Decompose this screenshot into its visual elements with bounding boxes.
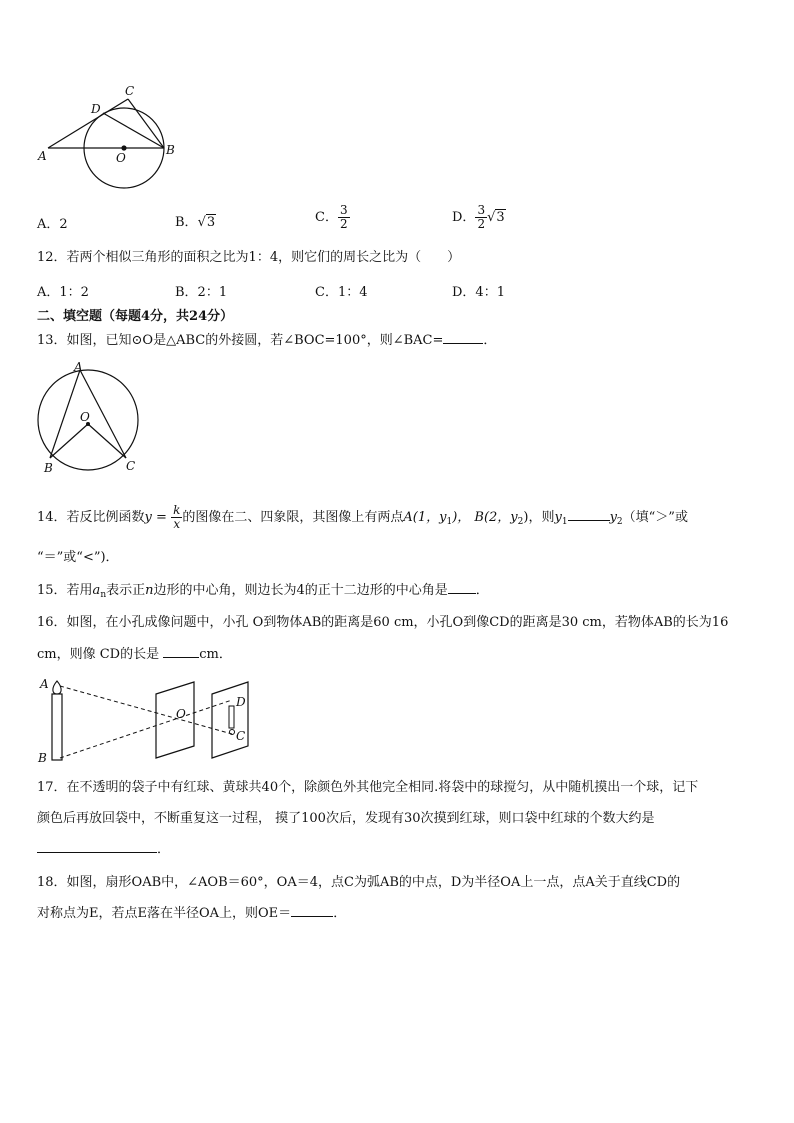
q11-option-d-num: 3 xyxy=(477,203,486,217)
q11-line-db xyxy=(103,113,164,148)
q16-label-d: D xyxy=(236,695,246,709)
q12-option-b: B．2：1 xyxy=(175,285,228,300)
q16-line2 xyxy=(37,645,232,665)
q13-answer-blank[interactable] xyxy=(443,331,483,344)
q15-end: ． xyxy=(475,583,489,598)
q18-line2-text: 对称点为E，若点E落在半径OA上，则OE＝ xyxy=(37,906,292,921)
q11-option-b-sqrt: √3 xyxy=(197,215,216,230)
q13-stem xyxy=(37,331,496,351)
q16-line2-start: cm，则像 CD的长是 xyxy=(37,647,164,662)
q13-label-b: B xyxy=(44,461,53,475)
q13-label-a: A xyxy=(74,360,83,374)
q13-stem-text: 13．如图，已知⊙O是△ABC的外接圆，若∠BOC=100°，则∠BAC= xyxy=(37,333,444,348)
q14-answer-blank[interactable] xyxy=(568,508,610,521)
q16-figure xyxy=(36,676,256,770)
q11-label-d: D xyxy=(91,102,101,116)
q17-line3 xyxy=(37,840,170,860)
q11-option-d-frac xyxy=(475,204,487,231)
q11-option-d-den: 2 xyxy=(477,217,486,231)
q11-option-d-radicand: 3 xyxy=(496,210,505,225)
q18-line1: 18．如图，扇形OAB中，∠AOB＝60°，OA＝4，点C为弧AB的中点，D为半径OA上一点，点A关于直线CD的 xyxy=(37,875,681,890)
q16-ray-top xyxy=(60,686,232,734)
q16-label-c: C xyxy=(236,729,246,743)
q16-ray-bottom xyxy=(60,700,232,758)
q16-image-candle xyxy=(229,706,234,728)
q16-line1: 16．如图，在小孔成像问题中，小孔 O到物体AB的距离是60 cm，小孔O到像CD的距离是30 cm，若物体AB的长为16 xyxy=(37,615,729,630)
q16-screen-image xyxy=(212,682,248,758)
q14-line2: “＝”或“<”)． xyxy=(37,550,119,565)
q11-figure xyxy=(36,82,186,190)
q16-candle xyxy=(52,694,62,760)
q14-point-a: A(1，y xyxy=(403,510,447,525)
q16-answer-blank[interactable] xyxy=(163,645,199,658)
q12-stem: 12．若两个相似三角形的面积之比为1：4，则它们的周长之比为（ ） xyxy=(37,250,461,265)
q11-option-c-label: C． xyxy=(315,210,338,225)
q14-frac xyxy=(171,504,182,531)
q14-y1-sub: 1 xyxy=(561,517,568,527)
q15-var-a-sub: n xyxy=(100,590,107,600)
q11-option-b-radicand: 3 xyxy=(206,215,216,230)
q16-line2-end: cm． xyxy=(199,647,232,662)
q11-label-a: A xyxy=(38,149,47,163)
q11-line-cb xyxy=(128,99,164,148)
q15-var-n: n xyxy=(145,583,154,598)
q14-y1: y xyxy=(554,510,562,525)
q11-label-o: O xyxy=(116,151,126,165)
q14-text-1: 14．若反比例函数 xyxy=(37,510,145,525)
q17-line1: 17．在不透明的袋子中有红球、黄球共40个，除颜色外其他完全相同.将袋中的球搅匀，从中随机摸出一个球，记下 xyxy=(37,780,699,795)
q11-option-c-num: 3 xyxy=(339,203,348,217)
q17-answer-blank[interactable] xyxy=(37,840,157,853)
q14-var-y: y xyxy=(144,510,152,525)
q11-label-b: B xyxy=(166,143,175,157)
q11-center-dot xyxy=(121,145,126,150)
q11-option-d-label: D． xyxy=(452,210,476,225)
q18-answer-blank[interactable] xyxy=(291,904,333,917)
q14-text-3: （填“＞”或 xyxy=(622,510,688,525)
q11-label-c: C xyxy=(125,84,135,98)
q11-option-b xyxy=(175,211,216,230)
q16-label-o: O xyxy=(176,707,186,721)
q13-stem-end: ． xyxy=(483,333,497,348)
q14-text-2: 的图像在二、四象限，其图像上有两点 xyxy=(182,510,404,525)
q14-point-b-sub: 2 xyxy=(517,517,524,527)
q11-option-c-den: 2 xyxy=(339,217,348,231)
q11-line-ac xyxy=(48,99,128,148)
q12-option-a: A．1：2 xyxy=(37,285,89,300)
q18-line2 xyxy=(37,904,346,924)
q17-line2: 颜色后再放回袋中，不断重复这一过程， 摸了100次后，发现有30次摸到红球，则口袋中红球的个数大约是 xyxy=(37,811,655,826)
q17-end: ． xyxy=(157,842,171,857)
q13-label-c: C xyxy=(126,459,136,473)
q13-figure xyxy=(34,360,144,476)
q15-answer-blank[interactable] xyxy=(448,581,476,594)
q12-option-c: C．1：4 xyxy=(315,285,368,300)
q14-line1 xyxy=(37,504,688,532)
q14-frac-den: x xyxy=(173,517,181,531)
section-heading: 二、填空题（每题4分，共24分） xyxy=(37,309,234,324)
q16-screen-pinhole xyxy=(156,682,194,758)
q14-eq: = xyxy=(151,510,172,525)
q14-point-a-end: )， xyxy=(452,510,471,525)
q11-option-d-sqrt: √3 xyxy=(487,210,505,225)
q13-line-oc xyxy=(88,424,126,458)
q11-option-c xyxy=(315,204,350,231)
q15-text-3: 边形的中心角，则边长为4的正十二边形的中心角是 xyxy=(153,583,448,598)
q16-label-b: B xyxy=(38,751,47,765)
q11-option-d xyxy=(452,204,506,231)
q15-stem xyxy=(37,581,489,605)
q12-option-d: D．4：1 xyxy=(452,285,505,300)
q14-point-b-end: )，则 xyxy=(523,510,555,525)
q11-option-a: A．2 xyxy=(37,217,68,232)
q16-label-a: A xyxy=(40,677,49,691)
q14-point-a-sub: 1 xyxy=(446,517,453,527)
q14-y2: y xyxy=(609,510,617,525)
q11-option-b-label: B． xyxy=(175,215,198,230)
q14-point-b: B(2，y xyxy=(474,510,518,525)
q15-text-2: 表示正 xyxy=(106,583,146,598)
q16-flame xyxy=(53,681,61,694)
q15-text-1: 15．若用 xyxy=(37,583,93,598)
q15-var-a: a xyxy=(92,583,101,598)
q11-option-c-frac xyxy=(338,204,350,231)
q13-label-o: O xyxy=(80,410,90,424)
q18-end: ． xyxy=(333,906,347,921)
q14-y2-sub: 2 xyxy=(616,517,623,527)
q14-frac-num: k xyxy=(173,503,181,517)
